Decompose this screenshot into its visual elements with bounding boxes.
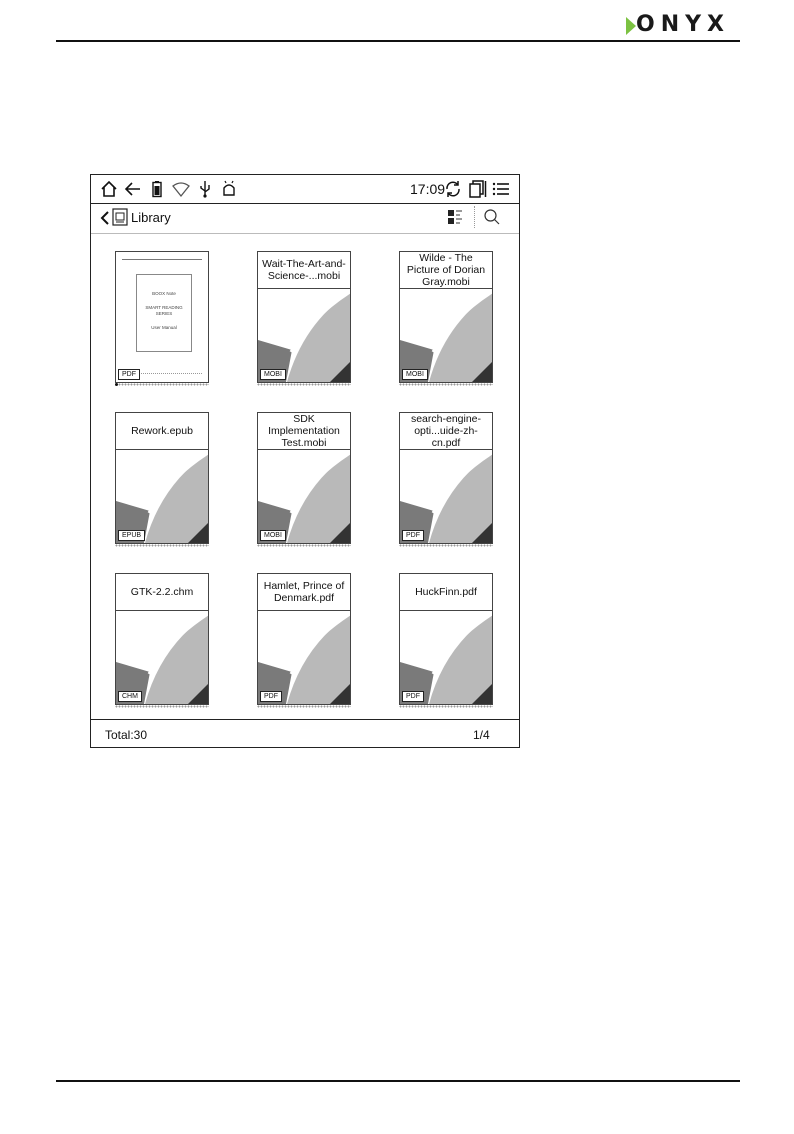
format-badge: PDF <box>402 691 424 702</box>
format-badge: PDF <box>260 691 282 702</box>
format-badge: PDF <box>118 369 140 380</box>
book-cover <box>399 412 493 544</box>
book-title: search-engine-opti...uide-zh-cn.pdf <box>400 413 492 450</box>
battery-icon <box>147 179 167 199</box>
format-badge: CHM <box>118 691 142 702</box>
book-cover <box>399 251 493 383</box>
format-badge: MOBI <box>260 369 286 380</box>
book-tile[interactable] <box>399 412 493 550</box>
book-cover <box>257 573 351 705</box>
book-title: Wait-The-Art-and-Science-...mobi <box>258 252 350 289</box>
back-chevron-icon[interactable] <box>100 210 110 226</box>
book-tile[interactable] <box>257 573 351 711</box>
device-screen <box>90 174 520 748</box>
pdf-text: SERIES <box>155 311 173 316</box>
book-tile[interactable] <box>399 573 493 711</box>
search-icon[interactable] <box>483 208 501 226</box>
total-count: Total:30 <box>105 728 148 742</box>
book-tile[interactable] <box>115 412 209 550</box>
reading-progress <box>399 544 493 547</box>
status-bar <box>91 175 519 204</box>
book-tile[interactable] <box>115 251 209 389</box>
book-cover <box>115 251 209 383</box>
refresh-icon[interactable] <box>443 179 463 199</box>
page-title: Library <box>131 210 171 225</box>
format-badge: PDF <box>402 530 424 541</box>
book-tile[interactable] <box>257 251 351 389</box>
reading-progress <box>115 383 209 386</box>
brand-name: ONYX <box>636 12 731 37</box>
view-toggle-icon[interactable] <box>447 209 463 225</box>
footer-rule <box>56 1080 740 1082</box>
app-bar <box>91 204 519 234</box>
reading-progress <box>257 383 351 386</box>
appbar-divider <box>474 206 475 228</box>
android-icon <box>219 179 239 199</box>
book-tile[interactable] <box>115 573 209 711</box>
pdf-title-box <box>136 274 192 352</box>
home-icon[interactable] <box>99 179 119 199</box>
format-badge: EPUB <box>118 530 145 541</box>
page-indicator[interactable]: 1/4 <box>473 728 490 742</box>
book-tile[interactable] <box>399 251 493 389</box>
format-badge: MOBI <box>260 530 286 541</box>
library-icon <box>112 208 128 226</box>
book-title: Wilde - The Picture of Dorian Gray.mobi <box>400 252 492 289</box>
multitask-icon[interactable] <box>467 179 487 199</box>
menu-icon[interactable] <box>491 179 511 199</box>
book-cover <box>257 251 351 383</box>
clock: 17:09 <box>410 181 446 197</box>
library-footer <box>91 719 519 748</box>
reading-progress <box>399 705 493 708</box>
pdf-header-rule <box>122 259 202 260</box>
reading-progress <box>257 544 351 547</box>
reading-progress <box>115 544 209 547</box>
book-title: HuckFinn.pdf <box>400 574 492 611</box>
reading-progress <box>115 705 209 708</box>
pdf-text: User Manual <box>151 325 177 330</box>
wifi-icon <box>171 179 191 199</box>
book-cover <box>399 573 493 705</box>
back-arrow-icon[interactable] <box>123 179 143 199</box>
book-title: SDK Implementation Test.mobi <box>258 413 350 450</box>
book-title: Hamlet, Prince of Denmark.pdf <box>258 574 350 611</box>
format-badge: MOBI <box>402 369 428 380</box>
reading-progress <box>257 705 351 708</box>
book-title: Rework.epub <box>116 413 208 450</box>
pdf-text: BOOX Note <box>152 291 176 296</box>
book-tile[interactable] <box>257 412 351 550</box>
book-cover <box>115 573 209 705</box>
reading-progress <box>399 383 493 386</box>
logo-mark-icon <box>626 17 636 35</box>
book-cover <box>115 412 209 544</box>
pdf-first-page <box>116 252 208 382</box>
book-cover <box>257 412 351 544</box>
header-rule <box>56 40 740 42</box>
usb-icon <box>195 179 215 199</box>
book-title: GTK-2.2.chm <box>116 574 208 611</box>
onyx-logo <box>626 12 740 37</box>
pdf-text: SMART READING <box>145 305 183 310</box>
